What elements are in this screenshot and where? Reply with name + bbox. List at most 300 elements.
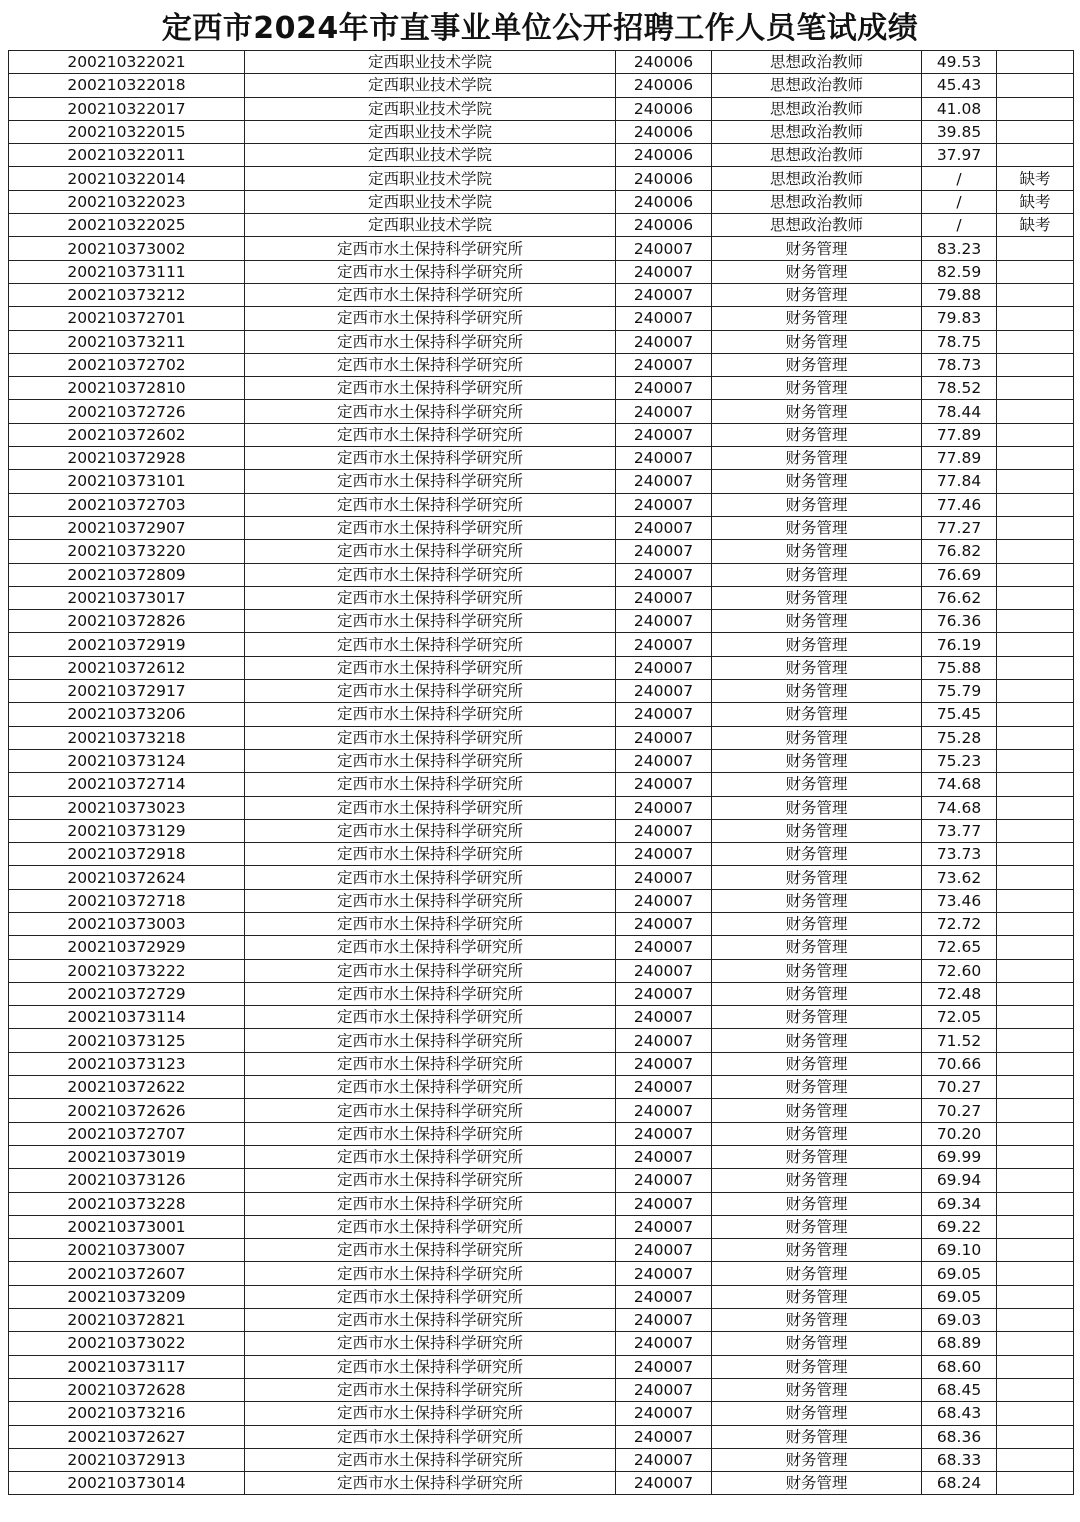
employer-cell: 定西市水土保持科学研究所 [245, 982, 616, 1005]
table-row [9, 1378, 1074, 1401]
employer-cell: 定西职业技术学院 [245, 190, 616, 213]
position-code-cell: 240007 [616, 773, 712, 796]
position-code-cell: 240006 [616, 51, 712, 74]
employer-cell: 定西市水土保持科学研究所 [245, 1239, 616, 1262]
employer-cell: 定西市水土保持科学研究所 [245, 470, 616, 493]
table-row [9, 610, 1074, 633]
position-code-cell: 240007 [616, 656, 712, 679]
position-code-cell: 240006 [616, 167, 712, 190]
employer-cell: 定西市水土保持科学研究所 [245, 260, 616, 283]
remark-cell [997, 1239, 1074, 1262]
ticket-number-cell: 200210373228 [9, 1192, 245, 1215]
table-row [9, 726, 1074, 749]
employer-cell: 定西职业技术学院 [245, 144, 616, 167]
employer-cell: 定西市水土保持科学研究所 [245, 1378, 616, 1401]
remark-cell [997, 656, 1074, 679]
table-row [9, 773, 1074, 796]
remark-cell [997, 796, 1074, 819]
position-code-cell: 240007 [616, 586, 712, 609]
employer-cell: 定西市水土保持科学研究所 [245, 1006, 616, 1029]
position-name-cell: 财务管理 [712, 1425, 922, 1448]
ticket-number-cell: 200210372929 [9, 936, 245, 959]
position-code-cell: 240006 [616, 120, 712, 143]
employer-cell: 定西市水土保持科学研究所 [245, 447, 616, 470]
remark-cell [997, 703, 1074, 726]
position-name-cell: 财务管理 [712, 819, 922, 842]
employer-cell: 定西市水土保持科学研究所 [245, 1448, 616, 1471]
position-code-cell: 240007 [616, 703, 712, 726]
position-name-cell: 财务管理 [712, 307, 922, 330]
table-row [9, 1099, 1074, 1122]
table-row [9, 330, 1074, 353]
score-cell: 69.05 [922, 1262, 997, 1285]
position-name-cell: 思想政治教师 [712, 214, 922, 237]
ticket-number-cell: 200210322015 [9, 120, 245, 143]
ticket-number-cell: 200210373001 [9, 1215, 245, 1238]
score-cell: 68.60 [922, 1355, 997, 1378]
position-name-cell: 思想政治教师 [712, 167, 922, 190]
score-cell: 75.79 [922, 680, 997, 703]
remark-cell [997, 749, 1074, 772]
employer-cell: 定西市水土保持科学研究所 [245, 703, 616, 726]
ticket-number-cell: 200210322011 [9, 144, 245, 167]
score-cell: 73.62 [922, 866, 997, 889]
ticket-number-cell: 200210373007 [9, 1239, 245, 1262]
remark-cell [997, 1192, 1074, 1215]
ticket-number-cell: 200210372718 [9, 889, 245, 912]
position-name-cell: 财务管理 [712, 1239, 922, 1262]
score-cell: 70.20 [922, 1122, 997, 1145]
remark-cell [997, 1262, 1074, 1285]
ticket-number-cell: 200210372919 [9, 633, 245, 656]
employer-cell: 定西市水土保持科学研究所 [245, 1425, 616, 1448]
table-row [9, 796, 1074, 819]
score-cell: 69.99 [922, 1145, 997, 1168]
remark-cell [997, 1472, 1074, 1495]
position-name-cell: 财务管理 [712, 1448, 922, 1471]
ticket-number-cell: 200210372626 [9, 1099, 245, 1122]
position-name-cell: 财务管理 [712, 1309, 922, 1332]
score-cell: 77.89 [922, 423, 997, 446]
score-cell: 74.68 [922, 773, 997, 796]
table-row [9, 982, 1074, 1005]
position-code-cell: 240007 [616, 982, 712, 1005]
position-name-cell: 财务管理 [712, 773, 922, 796]
position-name-cell: 财务管理 [712, 1076, 922, 1099]
position-code-cell: 240007 [616, 610, 712, 633]
remark-cell: 缺考 [997, 190, 1074, 213]
remark-cell [997, 1309, 1074, 1332]
ticket-number-cell: 200210322023 [9, 190, 245, 213]
table-row [9, 214, 1074, 237]
table-row [9, 912, 1074, 935]
score-cell: 79.88 [922, 283, 997, 306]
ticket-number-cell: 200210373111 [9, 260, 245, 283]
ticket-number-cell: 200210373014 [9, 1472, 245, 1495]
employer-cell: 定西市水土保持科学研究所 [245, 656, 616, 679]
position-name-cell: 财务管理 [712, 377, 922, 400]
position-name-cell: 财务管理 [712, 1145, 922, 1168]
table-row [9, 1425, 1074, 1448]
score-cell: 70.27 [922, 1076, 997, 1099]
position-code-cell: 240007 [616, 1192, 712, 1215]
position-code-cell: 240006 [616, 190, 712, 213]
ticket-number-cell: 200210372928 [9, 447, 245, 470]
score-cell: 76.82 [922, 540, 997, 563]
remark-cell [997, 260, 1074, 283]
employer-cell: 定西市水土保持科学研究所 [245, 1262, 616, 1285]
scores-table-body [9, 51, 1074, 1495]
position-code-cell: 240007 [616, 353, 712, 376]
position-name-cell: 思想政治教师 [712, 74, 922, 97]
position-code-cell: 240007 [616, 470, 712, 493]
remark-cell [997, 377, 1074, 400]
position-code-cell: 240007 [616, 680, 712, 703]
remark-cell [997, 51, 1074, 74]
remark-cell [997, 563, 1074, 586]
ticket-number-cell: 200210372729 [9, 982, 245, 1005]
ticket-number-cell: 200210372918 [9, 843, 245, 866]
remark-cell [997, 237, 1074, 260]
ticket-number-cell: 200210372607 [9, 1262, 245, 1285]
ticket-number-cell: 200210372917 [9, 680, 245, 703]
remark-cell [997, 423, 1074, 446]
table-row [9, 74, 1074, 97]
position-code-cell: 240007 [616, 633, 712, 656]
score-cell: / [922, 190, 997, 213]
position-name-cell: 财务管理 [712, 1169, 922, 1192]
score-cell: 75.28 [922, 726, 997, 749]
position-name-cell: 思想政治教师 [712, 144, 922, 167]
position-name-cell: 财务管理 [712, 912, 922, 935]
ticket-number-cell: 200210372707 [9, 1122, 245, 1145]
table-row [9, 400, 1074, 423]
score-cell: 70.66 [922, 1052, 997, 1075]
table-row [9, 656, 1074, 679]
remark-cell [997, 773, 1074, 796]
score-cell: 69.03 [922, 1309, 997, 1332]
position-code-cell: 240007 [616, 1332, 712, 1355]
ticket-number-cell: 200210373222 [9, 959, 245, 982]
score-cell: / [922, 167, 997, 190]
table-row [9, 353, 1074, 376]
position-name-cell: 财务管理 [712, 936, 922, 959]
ticket-number-cell: 200210372907 [9, 516, 245, 539]
score-cell: 68.33 [922, 1448, 997, 1471]
table-row [9, 190, 1074, 213]
position-code-cell: 240007 [616, 1052, 712, 1075]
position-code-cell: 240007 [616, 423, 712, 446]
position-code-cell: 240007 [616, 563, 712, 586]
score-cell: 73.77 [922, 819, 997, 842]
scores-table [8, 50, 1074, 1495]
position-code-cell: 240007 [616, 959, 712, 982]
position-name-cell: 财务管理 [712, 959, 922, 982]
position-code-cell: 240007 [616, 1355, 712, 1378]
position-name-cell: 财务管理 [712, 540, 922, 563]
ticket-number-cell: 200210322021 [9, 51, 245, 74]
remark-cell [997, 936, 1074, 959]
remark-cell [997, 912, 1074, 935]
ticket-number-cell: 200210372627 [9, 1425, 245, 1448]
employer-cell: 定西市水土保持科学研究所 [245, 796, 616, 819]
remark-cell: 缺考 [997, 167, 1074, 190]
position-name-cell: 财务管理 [712, 563, 922, 586]
employer-cell: 定西市水土保持科学研究所 [245, 843, 616, 866]
position-name-cell: 财务管理 [712, 749, 922, 772]
score-cell: 77.27 [922, 516, 997, 539]
ticket-number-cell: 200210372809 [9, 563, 245, 586]
position-name-cell: 财务管理 [712, 726, 922, 749]
employer-cell: 定西职业技术学院 [245, 167, 616, 190]
employer-cell: 定西职业技术学院 [245, 214, 616, 237]
score-cell: 45.43 [922, 74, 997, 97]
table-row [9, 1215, 1074, 1238]
table-row [9, 563, 1074, 586]
position-code-cell: 240007 [616, 1029, 712, 1052]
table-row [9, 680, 1074, 703]
remark-cell [997, 586, 1074, 609]
remark-cell [997, 1122, 1074, 1145]
employer-cell: 定西市水土保持科学研究所 [245, 1215, 616, 1238]
employer-cell: 定西市水土保持科学研究所 [245, 377, 616, 400]
position-code-cell: 240006 [616, 214, 712, 237]
position-name-cell: 财务管理 [712, 237, 922, 260]
employer-cell: 定西市水土保持科学研究所 [245, 889, 616, 912]
employer-cell: 定西市水土保持科学研究所 [245, 1192, 616, 1215]
position-code-cell: 240007 [616, 1169, 712, 1192]
position-name-cell: 财务管理 [712, 1332, 922, 1355]
ticket-number-cell: 200210322025 [9, 214, 245, 237]
table-row [9, 1355, 1074, 1378]
position-code-cell: 240007 [616, 516, 712, 539]
score-cell: 78.44 [922, 400, 997, 423]
position-code-cell: 240007 [616, 1145, 712, 1168]
remark-cell [997, 1215, 1074, 1238]
score-cell: 37.97 [922, 144, 997, 167]
employer-cell: 定西市水土保持科学研究所 [245, 1472, 616, 1495]
position-name-cell: 财务管理 [712, 680, 922, 703]
remark-cell [997, 447, 1074, 470]
table-row [9, 97, 1074, 120]
employer-cell: 定西市水土保持科学研究所 [245, 307, 616, 330]
position-name-cell: 财务管理 [712, 982, 922, 1005]
position-code-cell: 240007 [616, 493, 712, 516]
ticket-number-cell: 200210373017 [9, 586, 245, 609]
score-cell: 70.27 [922, 1099, 997, 1122]
position-code-cell: 240007 [616, 1122, 712, 1145]
table-row [9, 51, 1074, 74]
ticket-number-cell: 200210373125 [9, 1029, 245, 1052]
remark-cell [997, 283, 1074, 306]
table-row [9, 1076, 1074, 1099]
ticket-number-cell: 200210372703 [9, 493, 245, 516]
employer-cell: 定西市水土保持科学研究所 [245, 283, 616, 306]
position-code-cell: 240007 [616, 796, 712, 819]
table-row [9, 144, 1074, 167]
remark-cell [997, 1332, 1074, 1355]
position-name-cell: 财务管理 [712, 796, 922, 819]
ticket-number-cell: 200210372821 [9, 1309, 245, 1332]
position-name-cell: 财务管理 [712, 1472, 922, 1495]
table-row [9, 1239, 1074, 1262]
remark-cell [997, 819, 1074, 842]
score-cell: 74.68 [922, 796, 997, 819]
table-row [9, 493, 1074, 516]
score-cell: 83.23 [922, 237, 997, 260]
position-name-cell: 财务管理 [712, 656, 922, 679]
employer-cell: 定西市水土保持科学研究所 [245, 516, 616, 539]
remark-cell [997, 1006, 1074, 1029]
employer-cell: 定西市水土保持科学研究所 [245, 400, 616, 423]
table-row [9, 586, 1074, 609]
remark-cell [997, 144, 1074, 167]
employer-cell: 定西市水土保持科学研究所 [245, 1309, 616, 1332]
table-row [9, 633, 1074, 656]
table-row [9, 470, 1074, 493]
employer-cell: 定西市水土保持科学研究所 [245, 912, 616, 935]
score-cell: 49.53 [922, 51, 997, 74]
table-row [9, 447, 1074, 470]
score-cell: 76.62 [922, 586, 997, 609]
remark-cell [997, 633, 1074, 656]
ticket-number-cell: 200210373126 [9, 1169, 245, 1192]
score-cell: 77.89 [922, 447, 997, 470]
remark-cell [997, 1285, 1074, 1308]
remark-cell: 缺考 [997, 214, 1074, 237]
ticket-number-cell: 200210373019 [9, 1145, 245, 1168]
position-code-cell: 240006 [616, 144, 712, 167]
score-cell: 78.52 [922, 377, 997, 400]
position-code-cell: 240007 [616, 936, 712, 959]
score-cell: 68.89 [922, 1332, 997, 1355]
ticket-number-cell: 200210372826 [9, 610, 245, 633]
ticket-number-cell: 200210372714 [9, 773, 245, 796]
score-cell: 41.08 [922, 97, 997, 120]
employer-cell: 定西市水土保持科学研究所 [245, 749, 616, 772]
table-row [9, 1332, 1074, 1355]
ticket-number-cell: 200210373212 [9, 283, 245, 306]
position-code-cell: 240007 [616, 330, 712, 353]
remark-cell [997, 1052, 1074, 1075]
score-cell: 69.10 [922, 1239, 997, 1262]
position-name-cell: 思想政治教师 [712, 97, 922, 120]
score-cell: 73.46 [922, 889, 997, 912]
remark-cell [997, 330, 1074, 353]
position-name-cell: 财务管理 [712, 1285, 922, 1308]
table-row [9, 377, 1074, 400]
position-code-cell: 240007 [616, 400, 712, 423]
table-row [9, 423, 1074, 446]
position-name-cell: 思想政治教师 [712, 120, 922, 143]
remark-cell [997, 120, 1074, 143]
position-name-cell: 财务管理 [712, 353, 922, 376]
employer-cell: 定西市水土保持科学研究所 [245, 563, 616, 586]
position-name-cell: 财务管理 [712, 586, 922, 609]
position-name-cell: 财务管理 [712, 1378, 922, 1401]
table-row [9, 540, 1074, 563]
employer-cell: 定西市水土保持科学研究所 [245, 1029, 616, 1052]
score-cell: 68.24 [922, 1472, 997, 1495]
remark-cell [997, 1145, 1074, 1168]
remark-cell [997, 866, 1074, 889]
score-cell: 69.34 [922, 1192, 997, 1215]
position-name-cell: 财务管理 [712, 1215, 922, 1238]
remark-cell [997, 353, 1074, 376]
position-name-cell: 财务管理 [712, 1006, 922, 1029]
position-code-cell: 240007 [616, 1425, 712, 1448]
ticket-number-cell: 200210372622 [9, 1076, 245, 1099]
employer-cell: 定西市水土保持科学研究所 [245, 1052, 616, 1075]
position-name-cell: 财务管理 [712, 1192, 922, 1215]
page-title: 定西市2024年市直事业单位公开招聘工作人员笔试成绩 [161, 11, 919, 46]
position-code-cell: 240007 [616, 1099, 712, 1122]
remark-cell [997, 1169, 1074, 1192]
table-row [9, 936, 1074, 959]
position-code-cell: 240007 [616, 1309, 712, 1332]
remark-cell [997, 470, 1074, 493]
employer-cell: 定西市水土保持科学研究所 [245, 1355, 616, 1378]
score-cell: 39.85 [922, 120, 997, 143]
remark-cell [997, 680, 1074, 703]
position-code-cell: 240006 [616, 97, 712, 120]
position-code-cell: 240007 [616, 307, 712, 330]
employer-cell: 定西市水土保持科学研究所 [245, 866, 616, 889]
position-name-cell: 财务管理 [712, 1029, 922, 1052]
position-code-cell: 240007 [616, 1402, 712, 1425]
remark-cell [997, 1448, 1074, 1471]
table-row [9, 843, 1074, 866]
position-code-cell: 240007 [616, 819, 712, 842]
ticket-number-cell: 200210373216 [9, 1402, 245, 1425]
employer-cell: 定西市水土保持科学研究所 [245, 936, 616, 959]
score-cell: 78.73 [922, 353, 997, 376]
position-name-cell: 思想政治教师 [712, 190, 922, 213]
table-row [9, 866, 1074, 889]
position-name-cell: 财务管理 [712, 610, 922, 633]
table-row [9, 237, 1074, 260]
ticket-number-cell: 200210373211 [9, 330, 245, 353]
ticket-number-cell: 200210372612 [9, 656, 245, 679]
position-code-cell: 240007 [616, 866, 712, 889]
ticket-number-cell: 200210373123 [9, 1052, 245, 1075]
position-name-cell: 财务管理 [712, 493, 922, 516]
ticket-number-cell: 200210372628 [9, 1378, 245, 1401]
score-cell: 72.48 [922, 982, 997, 1005]
employer-cell: 定西市水土保持科学研究所 [245, 959, 616, 982]
employer-cell: 定西市水土保持科学研究所 [245, 353, 616, 376]
position-name-cell: 财务管理 [712, 470, 922, 493]
ticket-number-cell: 200210372810 [9, 377, 245, 400]
ticket-number-cell: 200210372602 [9, 423, 245, 446]
remark-cell [997, 1029, 1074, 1052]
position-code-cell: 240007 [616, 540, 712, 563]
ticket-number-cell: 200210373129 [9, 819, 245, 842]
position-code-cell: 240007 [616, 889, 712, 912]
score-cell: 75.45 [922, 703, 997, 726]
position-name-cell: 财务管理 [712, 330, 922, 353]
score-cell: 68.36 [922, 1425, 997, 1448]
table-row [9, 260, 1074, 283]
remark-cell [997, 1402, 1074, 1425]
position-code-cell: 240007 [616, 1239, 712, 1262]
employer-cell: 定西市水土保持科学研究所 [245, 423, 616, 446]
table-row [9, 703, 1074, 726]
table-row [9, 120, 1074, 143]
position-code-cell: 240007 [616, 1448, 712, 1471]
table-row [9, 1029, 1074, 1052]
table-row [9, 1472, 1074, 1495]
